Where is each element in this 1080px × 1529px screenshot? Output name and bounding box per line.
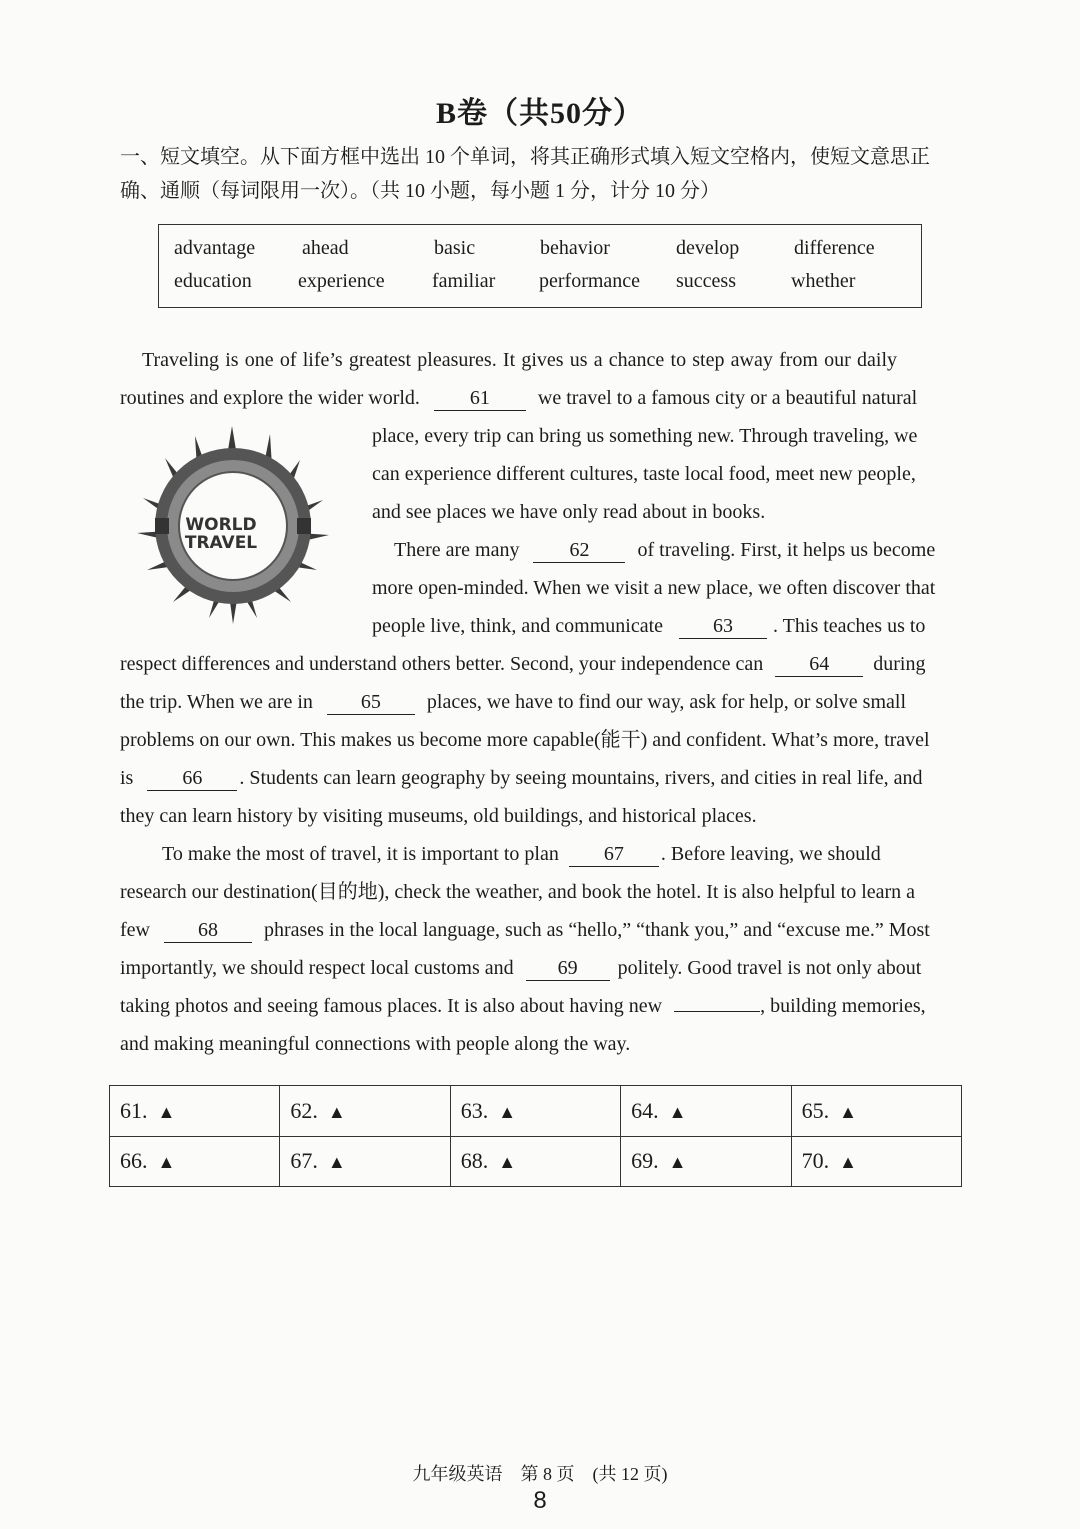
answer-cell[interactable]: 62. ▲ [280, 1086, 450, 1137]
word-bank-box [158, 224, 922, 308]
blank-62: 62 [533, 538, 625, 563]
blank-70 [674, 1011, 760, 1012]
passage-line: more open-minded. When we visit a new place, we often discover that [372, 577, 936, 599]
word-bank-item: develop [676, 237, 740, 259]
word-bank-item: education [174, 270, 252, 292]
answer-cell[interactable]: 69. ▲ [621, 1136, 791, 1187]
blank-67: 67 [569, 842, 659, 867]
triangle-icon: ▲ [157, 1152, 176, 1173]
page-number: 8 [533, 1487, 547, 1514]
passage-line: is 66 . Students can learn geography by seeing mountains, rivers, and cities in real life, and [120, 767, 923, 789]
blank-61: 61 [434, 386, 526, 411]
instruction-line-2: 确、通顺（每词限用一次）。（共 10 小题，每小题 1 分，计分 10 分） [120, 180, 720, 202]
blank-63: 63 [679, 614, 767, 639]
passage-line: importantly, we should respect local customs and 69 politely. Good travel is not only about [120, 957, 922, 979]
triangle-icon: ▲ [668, 1152, 687, 1173]
triangle-icon: ▲ [839, 1101, 857, 1122]
passage-line: and making meaningful connections with people along the way. [120, 1033, 631, 1055]
world-travel-illustration [125, 418, 340, 633]
passage-line: few 68 phrases in the local language, such as “hello,” “thank you,” and “excuse me.” Most [120, 919, 930, 941]
passage-line: can experience different cultures, taste local food, meet new people, [372, 463, 916, 485]
triangle-icon: ▲ [498, 1101, 517, 1122]
blank-66: 66 [147, 766, 237, 791]
word-bank-item: advantage [174, 237, 256, 259]
passage-line: To make the most of travel, it is important to plan 67 . Before leaving, we should [162, 843, 881, 865]
word-bank-item: familiar [432, 270, 496, 292]
blank-69: 69 [526, 956, 610, 981]
passage-line: place, every trip can bring us something new. Through traveling, we [372, 425, 918, 447]
passage-line: problems on our own. This makes us become more capable(能干) and confident. What’s more, travel [120, 729, 930, 751]
blank-64: 64 [775, 652, 863, 677]
word-bank-item: success [676, 270, 736, 292]
word-bank-item: difference [794, 237, 875, 259]
triangle-icon: ▲ [839, 1152, 857, 1173]
instruction-line-1: 一、短文填空。从下面方框中选出 10 个单词，将其正确形式填入短文空格内，使短文意思正 [120, 146, 930, 168]
world-travel-globe-icon [125, 418, 340, 633]
passage-line: the trip. When we are in 65 places, we have to find our way, ask for help, or solve small [120, 691, 907, 713]
answer-cell[interactable]: 65. ▲ [791, 1086, 961, 1137]
answer-table [109, 1085, 962, 1187]
answer-cell[interactable]: 61. ▲ [110, 1086, 280, 1137]
passage-line: research our destination(目的地), check the weather, and book the hotel. It is also helpful to learn a [120, 881, 916, 903]
word-bank-item: behavior [540, 237, 610, 259]
word-bank-item: ahead [302, 237, 349, 259]
answer-cell[interactable]: 63. ▲ [450, 1086, 620, 1137]
passage-line: they can learn history by visiting museums, old buildings, and historical places. [120, 805, 757, 827]
passage-line: and see places we have only read about in books. [372, 501, 766, 523]
word-bank-item: experience [298, 270, 385, 292]
passage-line: taking photos and seeing famous places. It is also about having new , building memories, [120, 995, 926, 1017]
instructions [120, 140, 980, 208]
word-bank-item: performance [539, 270, 641, 292]
triangle-icon: ▲ [157, 1101, 176, 1122]
passage-line: There are many 62 of traveling. First, it helps us become [394, 539, 936, 561]
triangle-icon: ▲ [498, 1152, 517, 1173]
blank-68: 68 [164, 918, 252, 943]
answer-cell[interactable]: 64. ▲ [621, 1086, 791, 1137]
passage-line: Traveling is one of life’s greatest pleasures. It gives us a chance to step away from our daily [142, 349, 898, 371]
answer-row [110, 1086, 962, 1137]
page-footer: 九年级英语 第 8 页 (共 12 页) [412, 1464, 668, 1484]
answer-cell[interactable]: 68. ▲ [450, 1136, 620, 1187]
emblem-world-text: WORLD [185, 515, 257, 535]
passage-line: routines and explore the wider world. 61 we travel to a famous city or a beautiful natural [120, 387, 918, 409]
answer-cell[interactable]: 70. ▲ [791, 1136, 961, 1187]
triangle-icon: ▲ [327, 1101, 346, 1122]
word-bank-item: whether [791, 270, 856, 292]
emblem-travel-text: TRAVEL [184, 533, 258, 553]
answer-cell[interactable]: 67. ▲ [280, 1136, 450, 1187]
answer-row [110, 1136, 962, 1187]
section-title: B卷（共50分） [435, 97, 644, 130]
triangle-icon: ▲ [668, 1101, 687, 1122]
word-bank-item: basic [434, 237, 476, 259]
answer-cell[interactable]: 66. ▲ [110, 1136, 280, 1187]
triangle-icon: ▲ [327, 1152, 346, 1173]
blank-65: 65 [327, 690, 415, 715]
passage-line: respect differences and understand others better. Second, your independence can 64 during [120, 653, 926, 675]
passage-line: people live, think, and communicate 63 . This teaches us to [372, 615, 926, 637]
